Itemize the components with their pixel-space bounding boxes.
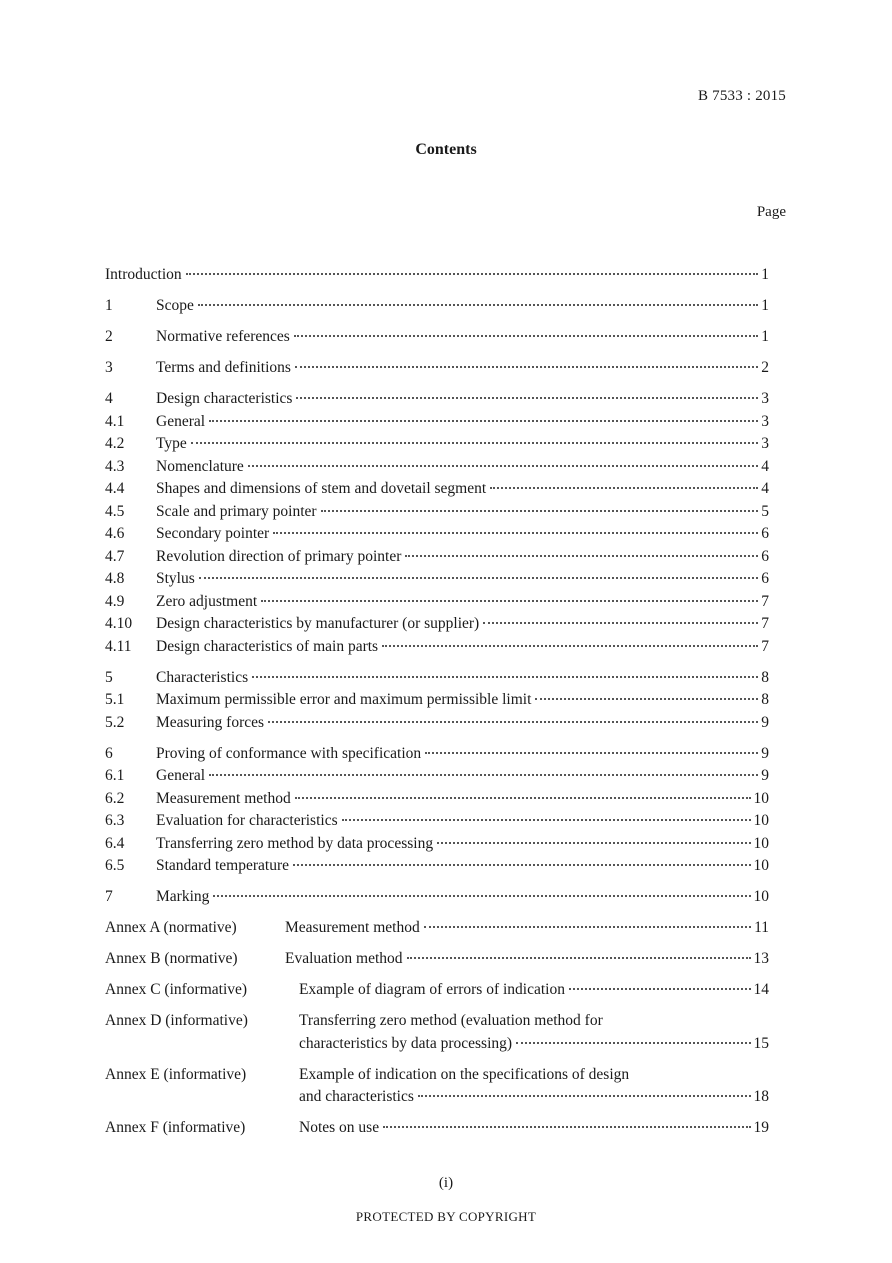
dot-leader <box>273 532 758 534</box>
page-ref: 6 <box>761 570 769 587</box>
section-title: Nomenclature <box>156 457 244 475</box>
section-number: 4.9 <box>105 592 125 610</box>
annex-label: Annex E (informative) <box>105 1065 247 1083</box>
page-ref: 2 <box>761 359 769 376</box>
page-ref: 1 <box>761 297 769 314</box>
dot-leader <box>294 335 758 337</box>
annex-title: and characteristics <box>299 1088 414 1105</box>
copyright-notice: PROTECTED BY COPYRIGHT <box>355 1209 537 1224</box>
annex-title-line <box>299 979 769 1002</box>
dot-leader <box>437 842 750 844</box>
page-ref: 9 <box>761 713 769 731</box>
toc-entry[interactable] <box>105 886 769 909</box>
annex-title-line <box>285 948 769 971</box>
toc-entry[interactable] <box>105 855 769 878</box>
annex-title-line <box>285 917 769 940</box>
section-title: Standard temperature <box>156 857 289 874</box>
dot-leader <box>209 420 758 422</box>
section-number: 5 <box>105 668 113 686</box>
dot-leader <box>407 957 751 959</box>
page-ref: 7 <box>761 615 769 632</box>
page-ref: 4 <box>761 480 769 497</box>
dot-leader <box>252 676 758 678</box>
annex-label: Annex A (normative) <box>105 919 237 936</box>
section-title: Revolution direction of primary pointer <box>156 547 402 565</box>
toc-entry[interactable] <box>105 743 769 766</box>
annex-title-block <box>299 979 769 1002</box>
annex-title: Example of diagram of errors of indication <box>299 981 565 998</box>
toc-entry[interactable] <box>105 546 769 569</box>
dot-leader <box>382 645 758 647</box>
dot-leader <box>321 510 759 512</box>
document-code: B 7533 : 2015 <box>697 88 786 104</box>
annex-title: Measurement method <box>285 919 420 936</box>
section-number: 4.7 <box>105 547 125 565</box>
toc-annex-entry[interactable] <box>105 1064 769 1109</box>
toc-entry[interactable] <box>105 613 769 636</box>
toc-entry[interactable] <box>105 357 769 380</box>
section-title: General <box>156 412 206 430</box>
section-number: 4.8 <box>105 570 125 587</box>
dot-leader <box>295 366 758 368</box>
section-title: Introduction <box>105 266 182 283</box>
toc-entry[interactable] <box>105 388 769 411</box>
toc-entry[interactable] <box>105 689 769 712</box>
page-ref: 9 <box>761 767 769 784</box>
toc-entry[interactable] <box>105 788 769 811</box>
section-number: 2 <box>105 328 113 345</box>
page-ref: 3 <box>761 412 769 430</box>
dot-leader <box>295 797 751 799</box>
toc-entry[interactable] <box>105 295 769 318</box>
annex-title: characteristics by data processing) <box>299 1034 513 1052</box>
annex-title-block <box>299 1117 769 1140</box>
annex-title-line <box>299 1010 769 1033</box>
section-title: Zero adjustment <box>156 592 258 610</box>
section-title: Marking <box>156 888 210 905</box>
page-column-label: Page <box>756 204 786 220</box>
annex-label: Annex D (informative) <box>105 1012 248 1029</box>
annex-title-line <box>299 1086 769 1109</box>
page-ref: 1 <box>761 266 769 283</box>
section-title: Secondary pointer <box>156 525 270 542</box>
section-title: Stylus <box>156 570 195 587</box>
toc-entry[interactable] <box>105 568 769 591</box>
toc-entry[interactable] <box>105 523 769 546</box>
annex-label: Annex F (informative) <box>105 1119 246 1136</box>
page-ref: 4 <box>761 457 769 475</box>
dot-leader <box>418 1095 751 1097</box>
page-ref: 14 <box>753 981 769 998</box>
annex-title-line <box>299 1117 769 1140</box>
toc-entry[interactable] <box>105 712 769 735</box>
page-ref: 13 <box>753 950 769 967</box>
page-ref: 10 <box>753 888 769 905</box>
dot-leader <box>424 926 751 928</box>
section-number: 5.1 <box>105 691 125 708</box>
dot-leader <box>516 1042 750 1044</box>
section-title: Scale and primary pointer <box>156 502 317 520</box>
toc-entry[interactable] <box>105 833 769 856</box>
dot-leader <box>209 774 758 776</box>
toc-annex-entry[interactable] <box>105 979 769 1002</box>
section-title: Design characteristics of main parts <box>156 637 379 655</box>
toc-entry[interactable] <box>105 456 769 479</box>
annex-title-block <box>285 917 769 940</box>
annex-title-block <box>285 948 769 971</box>
dot-leader <box>191 442 758 444</box>
section-title: Normative references <box>156 328 290 345</box>
section-number: 6.5 <box>105 857 125 874</box>
section-number: 4.5 <box>105 502 125 520</box>
toc-entry[interactable] <box>105 591 769 614</box>
page-title: Contents <box>415 141 477 158</box>
page-ref: 3 <box>761 435 769 452</box>
section-title: Scope <box>156 297 194 314</box>
section-number: 6.3 <box>105 812 125 829</box>
section-number: 6.4 <box>105 834 125 852</box>
toc-entry[interactable] <box>105 433 769 456</box>
toc-entry[interactable] <box>105 810 769 833</box>
section-title: Terms and definitions <box>156 359 291 376</box>
page-ref: 11 <box>754 919 769 936</box>
section-title: Type <box>156 435 187 452</box>
toc-annex-entry[interactable] <box>105 1117 769 1140</box>
page-ref: 10 <box>753 812 769 829</box>
section-number: 6.2 <box>105 789 125 807</box>
annex-title-block <box>299 1064 769 1109</box>
table-of-contents <box>105 264 769 1140</box>
section-number: 6 <box>105 744 113 762</box>
toc-entry[interactable] <box>105 667 769 690</box>
toc-annex-entry[interactable] <box>105 948 769 971</box>
toc-annex-entry[interactable] <box>105 1010 769 1055</box>
annex-title-block <box>299 1010 769 1055</box>
section-number: 4.1 <box>105 412 125 430</box>
dot-leader <box>198 304 758 306</box>
dot-leader <box>199 577 758 579</box>
section-number: 4.2 <box>105 435 125 452</box>
dot-leader <box>425 752 758 754</box>
dot-leader <box>342 819 751 821</box>
dot-leader <box>483 622 758 624</box>
page-ref: 9 <box>761 744 769 762</box>
page-ref: 3 <box>761 390 769 407</box>
dot-leader <box>186 273 759 275</box>
annex-title-line <box>299 1064 769 1087</box>
section-number: 6.1 <box>105 767 125 784</box>
dot-leader <box>248 465 758 467</box>
page-ref: 10 <box>753 834 769 852</box>
toc-entry[interactable] <box>105 478 769 501</box>
dot-leader <box>569 988 751 990</box>
toc-annex-entry[interactable] <box>105 917 769 940</box>
page-ref: 6 <box>761 525 769 542</box>
section-title: Measurement method <box>156 789 291 807</box>
dot-leader <box>213 895 750 897</box>
toc-entry[interactable] <box>105 326 769 349</box>
section-number: 4 <box>105 390 113 407</box>
page-ref: 19 <box>753 1119 769 1136</box>
section-title: General <box>156 767 206 784</box>
annex-title: Transferring zero method (evaluation method for <box>299 1012 603 1029</box>
toc-entry[interactable] <box>105 636 769 659</box>
section-title: Transferring zero method by data processing <box>156 834 434 852</box>
dot-leader <box>535 698 758 700</box>
dot-leader <box>383 1126 750 1128</box>
toc-entry[interactable] <box>105 765 769 788</box>
section-title: Measuring forces <box>156 713 265 731</box>
dot-leader <box>268 721 758 723</box>
page-ref: 18 <box>753 1088 769 1105</box>
annex-title: Notes on use <box>299 1119 380 1136</box>
toc-entry[interactable] <box>105 501 769 524</box>
annex-title-line <box>299 1033 769 1056</box>
section-number: 4.4 <box>105 480 125 497</box>
annex-label: Annex B (normative) <box>105 950 238 967</box>
page-ref: 10 <box>753 789 769 807</box>
toc-entry[interactable] <box>105 411 769 434</box>
annex-title: Example of indication on the specifications of design <box>299 1065 630 1083</box>
page-ref: 15 <box>753 1034 769 1052</box>
section-number: 4.10 <box>105 615 133 632</box>
section-title: Evaluation for characteristics <box>156 812 338 829</box>
section-number: 1 <box>105 297 113 314</box>
section-title: Maximum permissible error and maximum permissible limit <box>156 691 532 708</box>
page-ref: 8 <box>761 691 769 708</box>
page-ref: 5 <box>761 502 769 520</box>
annex-title: Evaluation method <box>285 950 403 967</box>
section-number: 7 <box>105 888 113 905</box>
page-ref: 7 <box>761 637 769 655</box>
page-ref: 7 <box>761 592 769 610</box>
dot-leader <box>296 397 758 399</box>
page-ref: 1 <box>761 328 769 345</box>
section-number: 4.3 <box>105 457 125 475</box>
dot-leader <box>261 600 758 602</box>
page-ref: 8 <box>761 668 769 686</box>
section-title: Characteristics <box>156 668 249 686</box>
section-number: 3 <box>105 359 113 376</box>
dot-leader <box>293 864 751 866</box>
section-title: Shapes and dimensions of stem and dovetail segment <box>156 480 487 497</box>
dot-leader <box>405 555 758 557</box>
page-ref: 6 <box>761 547 769 565</box>
page-ref: 10 <box>753 857 769 874</box>
section-number: 4.6 <box>105 525 125 542</box>
section-title: Design characteristics by manufacturer (or supplier) <box>156 615 480 632</box>
page-number: (i) <box>438 1175 454 1191</box>
section-number: 4.11 <box>105 637 132 655</box>
section-number: 5.2 <box>105 713 125 731</box>
dot-leader <box>490 487 758 489</box>
annex-label: Annex C (informative) <box>105 981 248 998</box>
toc-entry[interactable] <box>105 264 769 287</box>
section-title: Proving of conformance with specification <box>156 744 422 762</box>
section-title: Design characteristics <box>156 390 293 407</box>
